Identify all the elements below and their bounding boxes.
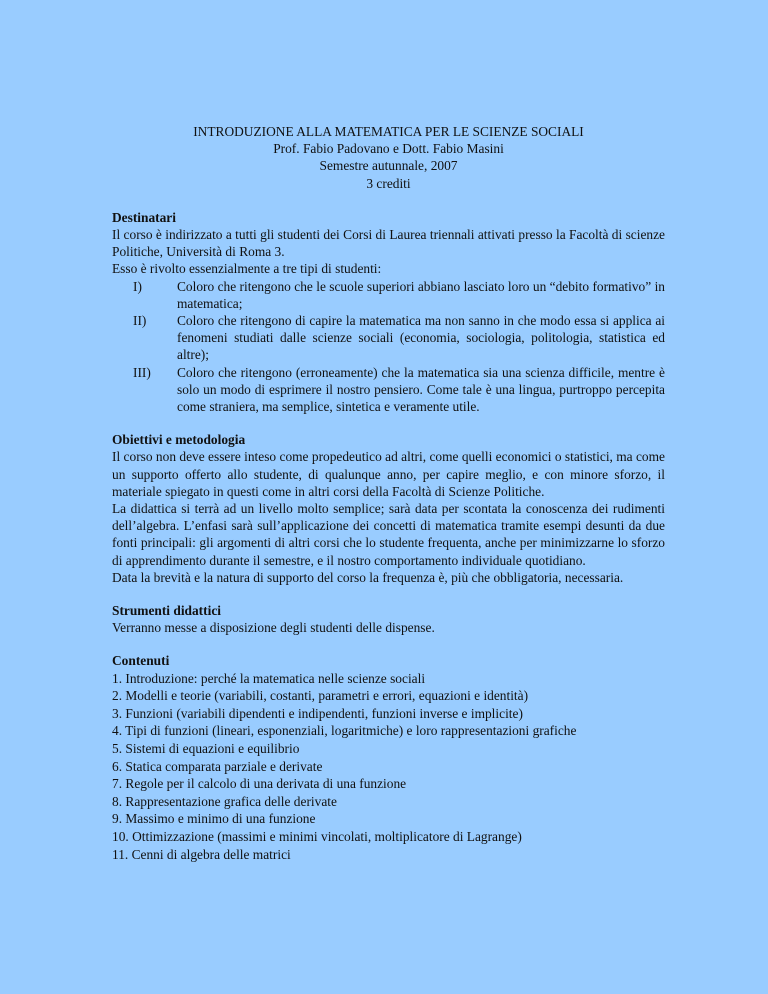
contents-item: 9. Massimo e minimo di una funzione (112, 811, 316, 827)
course-title: INTRODUZIONE ALLA MATEMATICA PER LE SCIENZE SOCIALI (193, 124, 584, 139)
list-text: Coloro che ritengono (erroneamente) che la matematica sia una scienza difficile, mentre è solo un modo di esprimere il nostro pensiero. Come tale è una lingua, purtroppo percepita come straniera, ma semplice, sintetica e veramente utile. (177, 364, 665, 415)
list-item (112, 364, 665, 416)
list-number: I) (133, 278, 142, 294)
section-heading: Obiettivi e metodologia (112, 432, 246, 448)
course-semester: Semestre autunnale, 2007 (319, 158, 458, 174)
paragraph: La didattica si terrà ad un livello molto semplice; sarà data per scontata la conoscenza dei rudimenti dell’algebra. L’enfasi sarà sull’applicazione dei concetti di matematica tramite esempi desunti da due fonti principali: gli argomenti di altri corsi che lo studente frequenta, anche per minimizzarne lo sforzo di apprendimento durante il semestre, e il nostro comportamento individuale quotidiano. (112, 501, 665, 568)
section-obiettivi (112, 431, 665, 586)
section-contenuti (112, 652, 665, 863)
section-heading: Strumenti didattici (112, 603, 221, 619)
section-heading: Contenuti (112, 653, 170, 669)
paragraph: Data la brevità e la natura di supporto del corso la frequenza è, più che obbligatoria, necessaria. (112, 569, 624, 585)
contents-item: 11. Cenni di algebra delle matrici (112, 846, 291, 862)
contents-item: 7. Regole per il calcolo di una derivata di una funzione (112, 776, 407, 792)
section-heading: Destinatari (112, 209, 176, 225)
contents-item: 8. Rappresentazione grafica delle derivate (112, 793, 337, 809)
list-number: II) (133, 313, 147, 329)
contents-item: 2. Modelli e teorie (variabili, costanti, parametri e errori, equazioni e identità) (112, 688, 529, 704)
contents-item: 4. Tipi di funzioni (lineari, esponenziali, logaritmiche) e loro rappresentazioni grafiche (112, 723, 577, 739)
paragraph: Il corso è indirizzato a tutti gli studenti dei Corsi di Laurea triennali attivati presso la Facoltà di scienze Politiche, Università di Roma 3. (112, 227, 665, 260)
paragraph: Esso è rivolto essenzialmente a tre tipi di studenti: (112, 261, 382, 277)
contents-item: 1. Introduzione: perché la matematica nelle scienze sociali (112, 670, 426, 686)
contents-item: 6. Statica comparata parziale e derivate (112, 758, 323, 774)
document-header (112, 123, 665, 192)
contents-item: 5. Sistemi di equazioni e equilibrio (112, 741, 300, 757)
paragraph: Il corso non deve essere inteso come propedeutico ad altri, come quelli economici o statistici, ma come un supporto offerto allo studente, di qualunque anno, per capire meglio, e con minore sforzo, il materiale spiegato in questi come in altri corsi della Facoltà di Scienze Politiche. (112, 449, 665, 499)
section-strumenti (112, 602, 665, 636)
section-destinatari (112, 209, 665, 415)
course-credits: 3 crediti (366, 175, 411, 191)
contents-item: 10. Ottimizzazione (massimi e minimi vincolati, moltiplicatore di Lagrange) (112, 829, 522, 845)
list-text: Coloro che ritengono di capire la matematica ma non sanno in che modo essa si applica ai fenomeni studiati dalle scienze sociali (economia, sociologia, politologia, statistica ed altre); (177, 313, 665, 363)
list-number: III) (133, 364, 151, 380)
list-item (112, 312, 665, 364)
student-type-list (112, 278, 665, 416)
course-authors: Prof. Fabio Padovano e Dott. Fabio Masini (273, 141, 504, 157)
contents-item: 3. Funzioni (variabili dipendenti e indipendenti, funzioni inverse e implicite) (112, 705, 523, 721)
list-text: Coloro che ritengono che le scuole superiori abbiano lasciato loro un “debito formativo” in matematica; (177, 278, 665, 311)
paragraph: Verranno messe a disposizione degli studenti delle dispense. (112, 620, 435, 636)
list-item (112, 278, 665, 312)
